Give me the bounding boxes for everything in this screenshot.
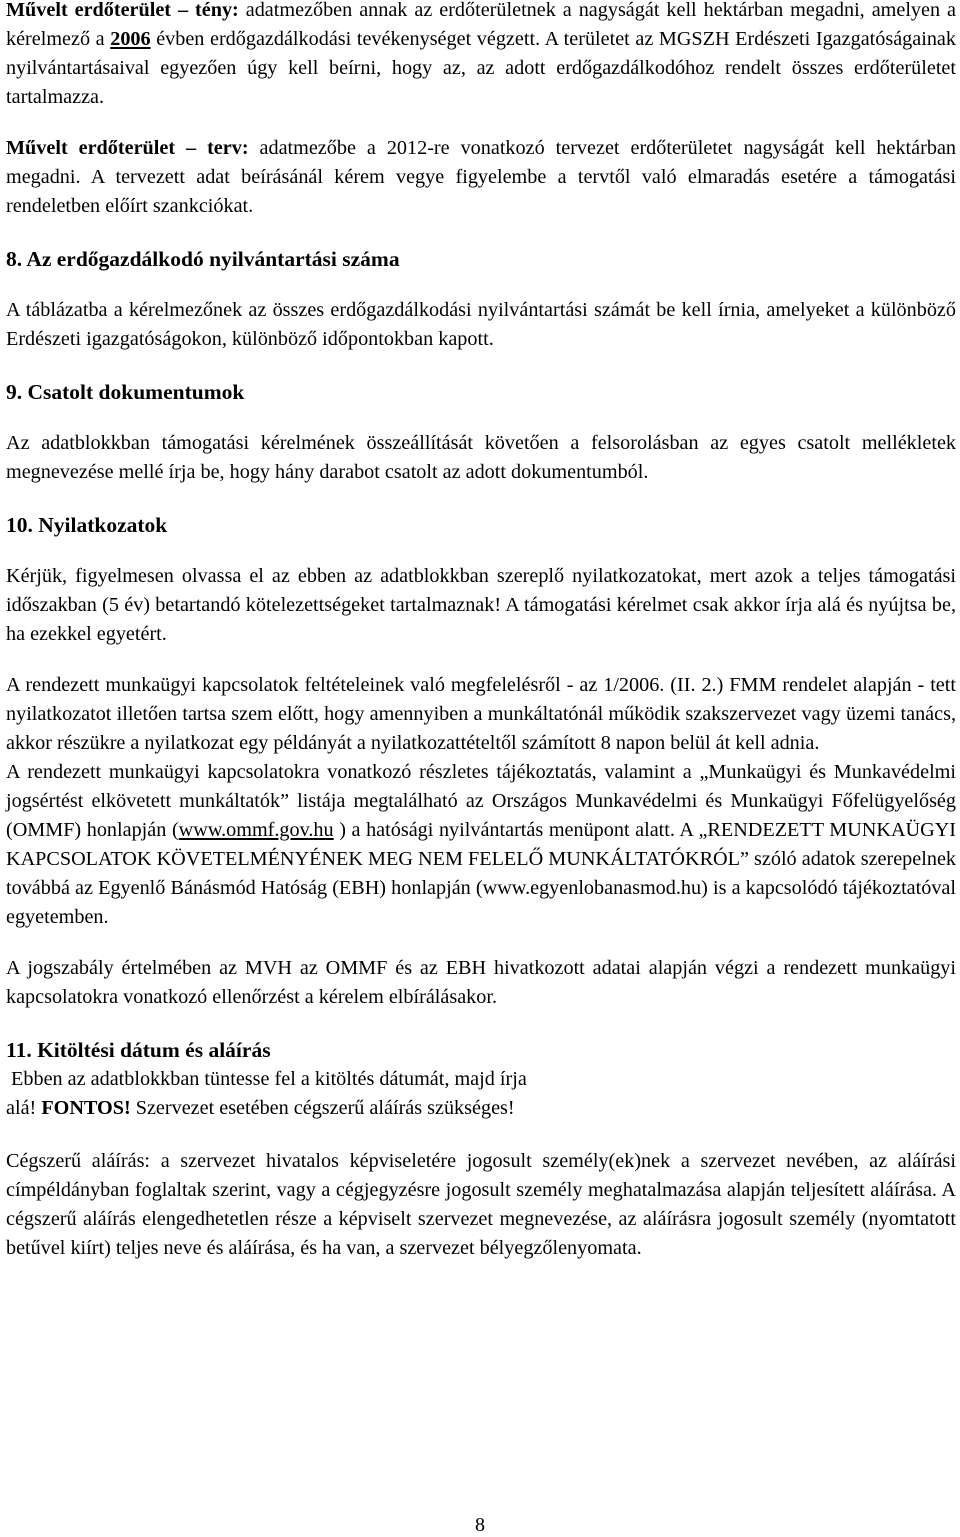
heading-section-8: 8. Az erdőgazdálkodó nyilvántartási száma bbox=[6, 247, 400, 271]
heading-section-9: 9. Csatolt dokumentumok bbox=[6, 380, 245, 404]
ommf-link[interactable]: www.ommf.gov.hu bbox=[178, 819, 334, 841]
text-muvelt-teny-a: adatmezőben annak az erdőterületnek a nagyságát kell hektárban megadni, amelyen a kérelmező a bbox=[6, 0, 956, 50]
section-10-p1: Kérjük, figyelmesen olvassa el az ebben az adatblokkban szereplő nyilatkozatokat, mert azok a teljes támogatási időszakban (5 év) betartandó kötelezettségeket tartalmaznak! A támogatási kérelmet csak akkor írja alá és nyújtsa be, ha ezekkel egyetért. bbox=[6, 565, 956, 645]
section-11-p2: Cégszerű aláírás: a szervezet hivatalos képviseletére jogosult személy(ek)nek a szervezet nevében, az aláírási címpéldányban foglaltak szerint, vagy a cégjegyzésre jogosult személy meghatalmazása alapján teljesített aláírása. A cégszerű aláírás elengedhetetlen része a képviselt szervezet megnevezése, az aláírásra jogosult személy (nyomtatott betűvel kiírt) teljes neve és aláírása, és ha van, a szervezet bélyegzőlenyomata. bbox=[6, 1150, 956, 1259]
section-10-p3-a: A rendezett munkaügyi kapcsolatokra vonatkozó részletes tájékoztatás, valamint a „Munkaügyi és Munkavédelmi jogsértést elkövetett munkáltatók” listája megtalálható az Országos Munkavédelmi és Munkaügyi Főfelügyelőség (OMMF) honlapján ( bbox=[6, 761, 956, 841]
section-8-body: A táblázatba a kérelmezőnek az összes erdőgazdálkodási nyilvántartási számát be kell írnia, amelyeket a különböző Erdészeti igazgatóságokon, különböző időpontokban kapott. bbox=[6, 299, 956, 350]
text-muvelt-teny-b: évben erdőgazdálkodási tevékenységet végzett. A területet az MGSZH Erdészeti Igazgatóságainak nyilvántartásaival egyezően úgy kell beírni, hogy az, az adott erdőgazdálkodóhoz rendelt összes erdőterületet tartalmazza. bbox=[6, 28, 956, 108]
heading-section-10: 10. Nyilatkozatok bbox=[6, 513, 168, 537]
paragraph-muvelt-terv bbox=[6, 134, 956, 221]
section-10-p4: A jogszabály értelmében az MVH az OMMF és az EBH hivatkozott adatai alapján végzi a rendezett munkaügyi kapcsolatokra vonatkozó ellenőrzést a kérelem elbírálásakor. bbox=[6, 957, 956, 1008]
label-muvelt-terv: Művelt erdőterület – terv: bbox=[6, 137, 249, 159]
fontos-label: FONTOS! bbox=[41, 1097, 131, 1119]
section-10-p3-b: ) a hatósági nyilvántartás menüpont alatt. A „RENDEZETT MUNKAÜGYI KAPCSOLATOK KÖVETELMÉNYÉNEK MEG NEM FELELŐ MUNKÁLTATÓKRÓL” szóló adatok szerepelnek továbbá az Egyenlő Bánásmód Hatóság (EBH) honlapján (www.egyenlobanasmod.hu) is a kapcsolódó tájékoztatóval egyetemben. bbox=[6, 819, 956, 928]
heading-section-11: 11. Kitöltési dátum és aláírás bbox=[6, 1038, 271, 1062]
section-10-p2: A rendezett munkaügyi kapcsolatok feltételeinek való megfelelésről - az 1/2006. (II. 2.) FMM rendelet alapján - tett nyilatkozatot illetően tartsa szem előtt, hogy amennyiben a munkáltatónál működik szakszervezet vagy üzemi tanács, akkor részükre a nyilatkozat egy példányát a nyilatkozattételtől számított 8 napon belül át kell adnia. bbox=[6, 674, 956, 754]
year-2006: 2006 bbox=[110, 28, 151, 50]
section-11-line2 bbox=[6, 1094, 956, 1123]
section-11-line2-a: alá! bbox=[6, 1097, 42, 1119]
paragraph-muvelt-teny bbox=[6, 0, 956, 112]
label-muvelt-teny: Művelt erdőterület – tény: bbox=[6, 0, 239, 21]
section-11-line1: Ebben az adatblokkban tüntesse fel a kitöltés dátumát, majd írja bbox=[6, 1068, 527, 1090]
text-muvelt-terv: adatmezőbe a 2012-re vonatkozó tervezet erdőterületet nagyságát kell hektárban megadni. A tervezett adat beírásánál kérem vegye figyelembe a tervtől való elmaradás esetére a támogatási rendeletben előírt szankciókat. bbox=[6, 137, 956, 217]
section-9-body: Az adatblokkban támogatási kérelmének összeállítását követően a felsorolásban az egyes csatolt mellékletek megnevezése mellé írja be, hogy hány darabot csatolt az adott dokumentumból. bbox=[6, 432, 956, 483]
section-10-p3 bbox=[6, 758, 956, 932]
document-page bbox=[6, 0, 956, 1263]
section-11-line2-b: Szervezet esetében cégszerű aláírás szükséges! bbox=[130, 1097, 515, 1119]
page-number: 8 bbox=[475, 1514, 485, 1536]
